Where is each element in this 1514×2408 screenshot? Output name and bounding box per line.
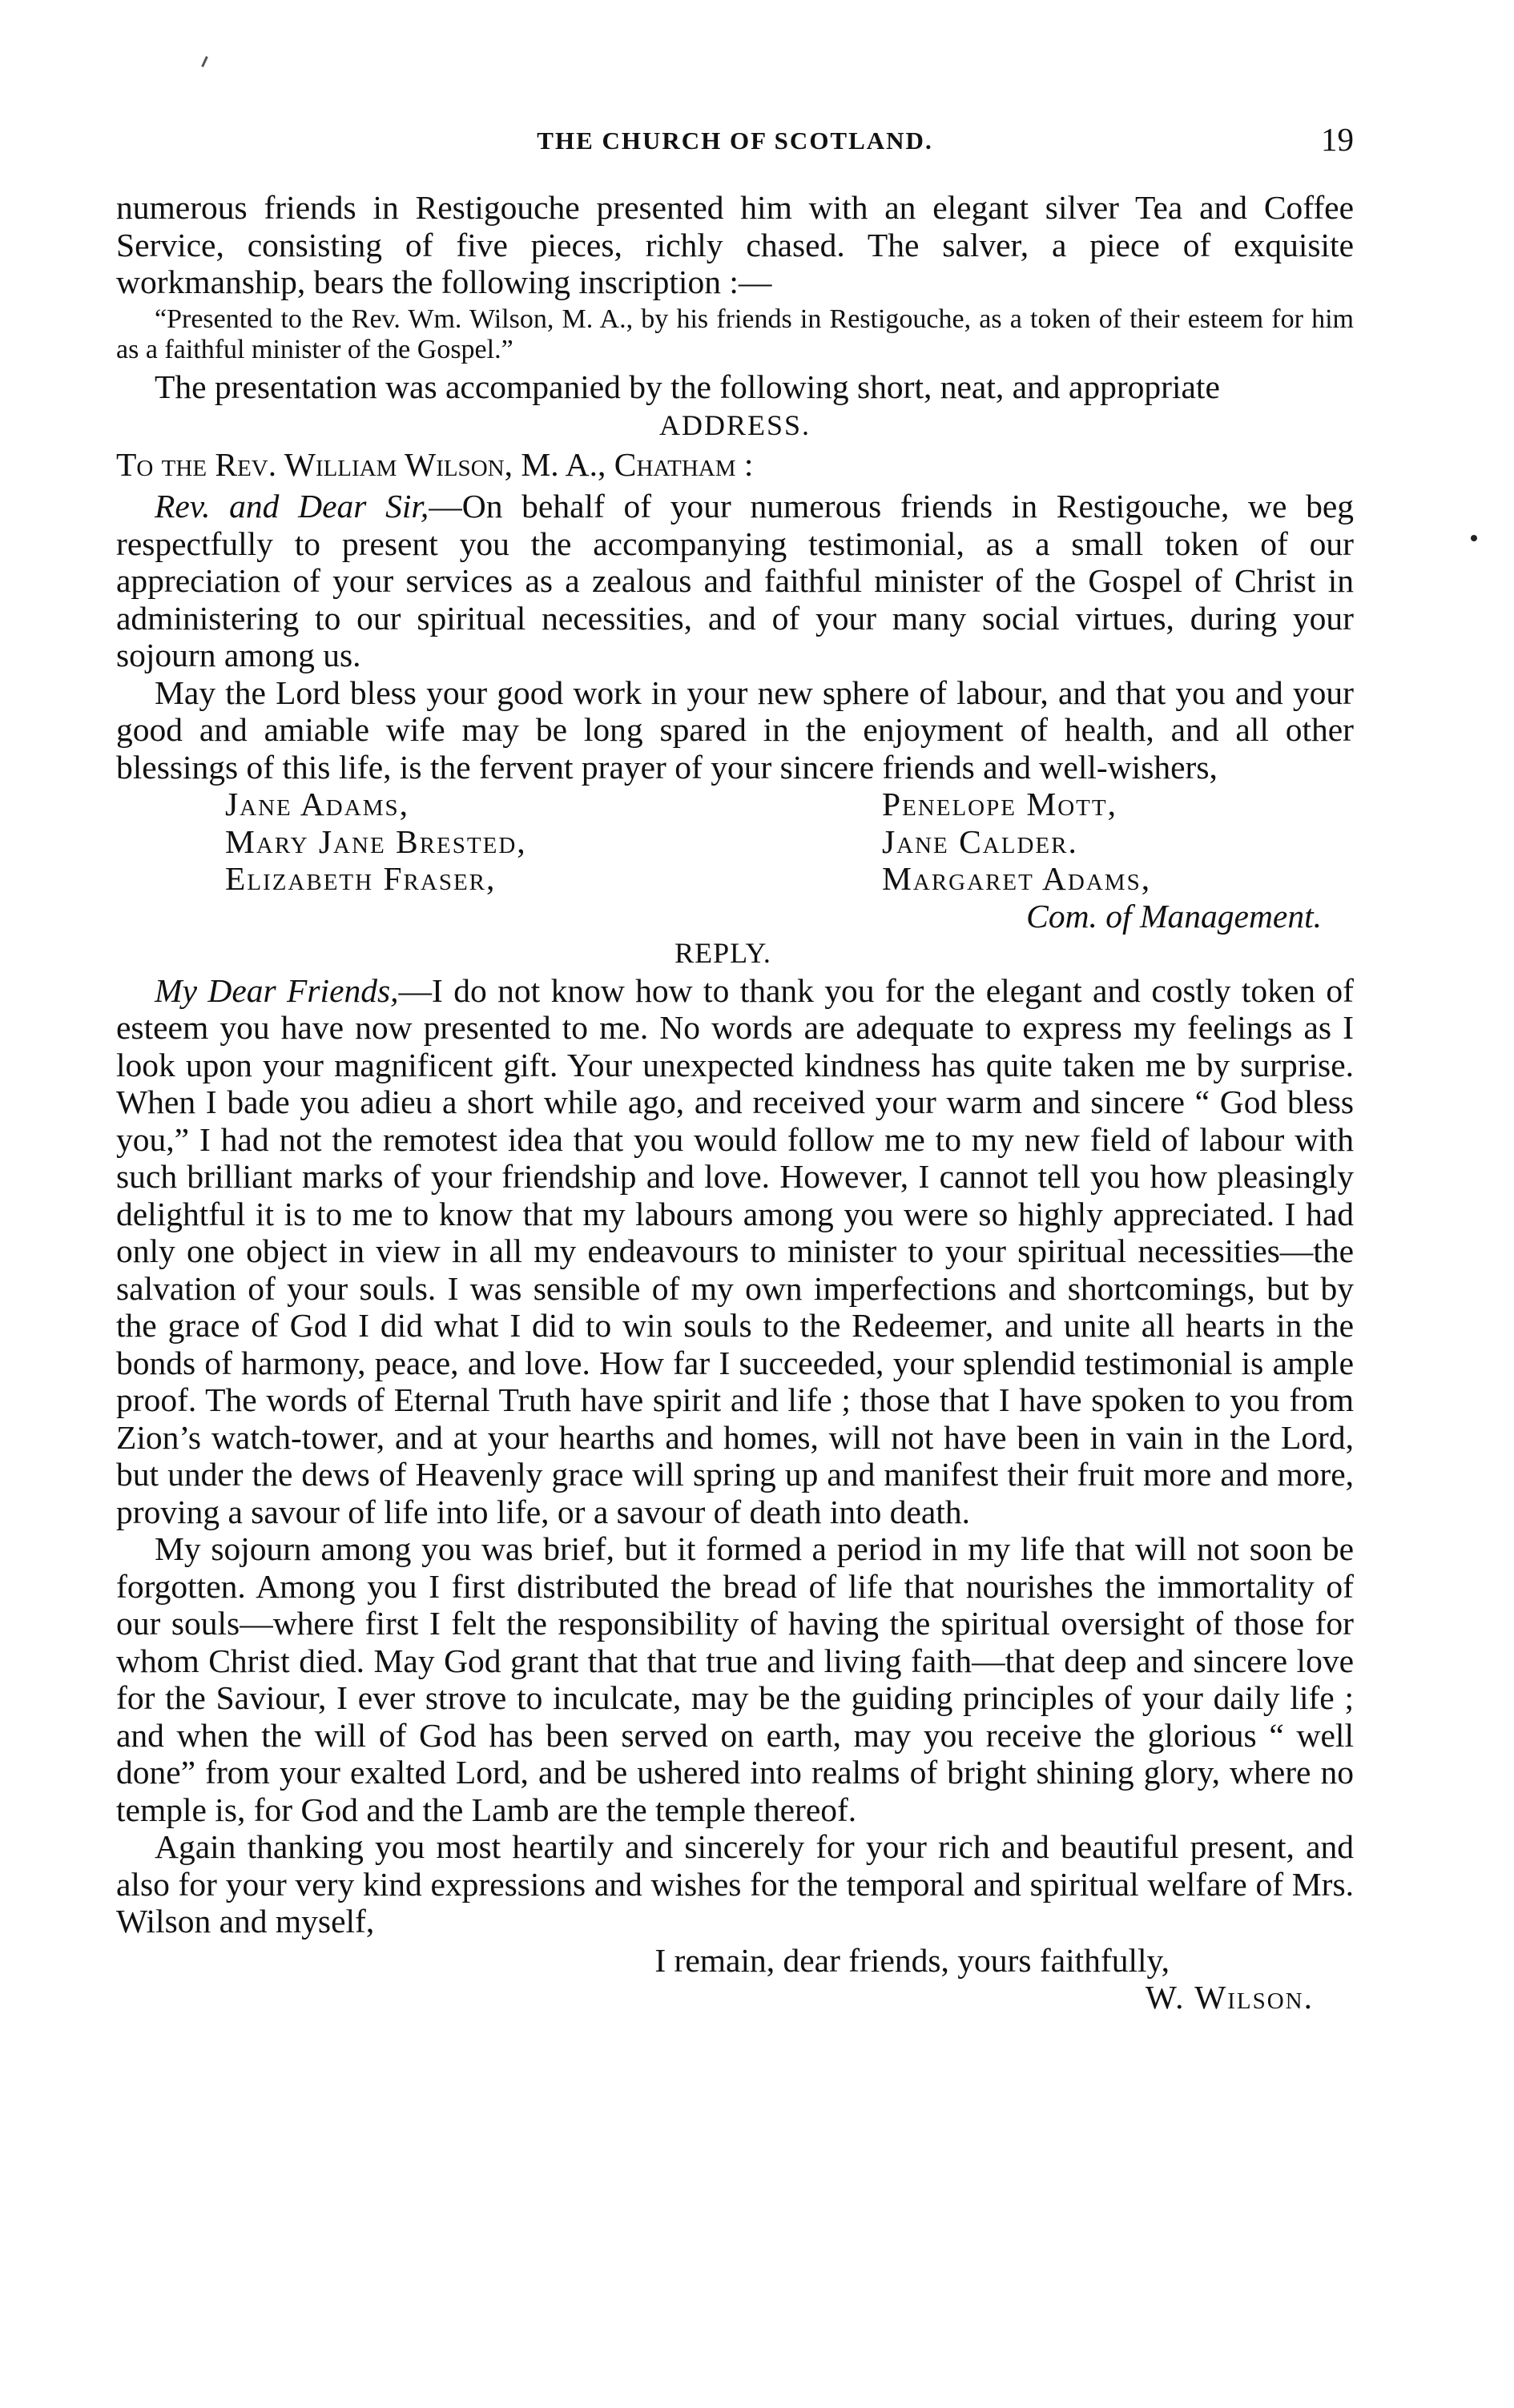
reply-salutation: My Dear Friends, [155, 971, 399, 1009]
running-head: THE CHURCH OF SCOTLAND. [537, 127, 933, 155]
reply-first-paragraph [116, 972, 1354, 1531]
reply-heading: REPLY. [674, 937, 771, 969]
intro-paragraph: numerous friends in Restigouche presented him with an elegant silver Tea and Coffee Service, consisting of five pieces, richly chased. The salver, a piece of exquisite workmanship, bears the following inscription :— [116, 189, 1354, 300]
address-first-paragraph [116, 488, 1354, 674]
stray-mark [201, 56, 208, 67]
presentation-paragraph: The presentation was accompanied by the following short, neat, and appropriate [155, 368, 1220, 405]
reply-signature: W. Wilson. [1145, 1979, 1314, 2016]
address-body-1: —On behalf of your numerous friends in Restigouche, we beg respectfully to present you the accompanying testimonial, as a small token of our appreciation of your services as a zealous and faithful minister of the Gospel of Christ in administering to our spiritual necessities, and of your many social virtues, during your sojourn among us. [116, 488, 1354, 673]
reply-body-1: —I do not know how to thank you for the elegant and costly token of esteem you have now presented to me. No words are adequate to express my feelings as I look upon your magnificent gift. Your unexpected kindness has quite taken me by surprise. When I bade you adieu a short while ago, and received your warm and sincere “ God bless you,” I had not the remotest idea that you would follow me to my new field of labour with such brilliant marks of your friendship and love. However, I cannot tell you how pleasingly delightful it is to me to know that my labours among you were so highly appreciated. I had only one object in view in all my endeavours to minister to your spiritual necessities—the salvation of your souls. I was sensible of my own imperfections and shortcomings, but by the grace of God I did what I did to win souls to the Redeemer, and unite all hearts in the bonds of harmony, peace, and love. How far I succeeded, your splendid testimonial is ample proof. The words of Eternal Truth have spirit and life ; those that I have spoken to you from Zion’s watch-tower, and at your hearths and homes, will not have been in vain in the Lord, but under the dews of Heavenly grace will spring up and manifest their fruit more and more, proving a savour of life into life, or a savour of death into death. [116, 971, 1354, 1530]
signatory-name: Elizabeth Fraser, [225, 860, 497, 897]
signatory-name: Mary Jane Brested, [225, 822, 527, 860]
signatories-right [821, 786, 1354, 898]
address-heading: ADDRESS. [658, 409, 811, 441]
signatory-name: Jane Calder. [882, 822, 1078, 860]
body-text [116, 189, 1354, 2016]
signatory-name: Jane Adams, [225, 786, 409, 822]
page-header [116, 120, 1354, 168]
reply-second-paragraph: My sojourn among you was brief, but it formed a period in my life that will not soon be forgotten. Among you I first distributed the bread of life that nourishes the immortality of our souls—where first I felt the responsibility of having the spiritual oversight of those for whom Christ died. May God grant that that true and living faith—that deep and sincere love for the Saviour, I ever strove to inculcate, may be the guiding principles of your daily life ; and when the will of God has been served on earth, may you receive the glorious “ well done” from your exalted Lord, and be ushered into realms of bright shining glory, where no temple is, for God and the Lamb are the temple thereof. [116, 1530, 1354, 1828]
signatories [116, 786, 1354, 898]
address-salutation: Rev. and Dear Sir, [155, 488, 429, 525]
inscription-quote: “Presented to the Rev. Wm. Wilson, M. A., by his friends in Restigouche, as a token of their esteem for him as a faithful minister of the Gospel.” [116, 304, 1354, 364]
address-second-paragraph: May the Lord bless your good work in your new sphere of labour, and that you and your good and amiable wife may be long spared in the enjoyment of health, and all other blessings of this life, is the fervent prayer of your sincere friends and well-wishers, [116, 673, 1354, 786]
signatory-name: Penelope Mott, [882, 786, 1117, 822]
reply-closing: I remain, dear friends, yours faithfully, [654, 1941, 1170, 1979]
signatories-left [116, 786, 821, 898]
signatory-name: Margaret Adams, [882, 860, 1152, 897]
committee-title: Com. of Management. [1026, 897, 1322, 935]
address-recipient: To the Rev. William Wilson, M. A., Chatham : [116, 445, 754, 483]
page-number: 19 [1321, 121, 1354, 158]
reply-third-paragraph: Again thanking you most heartily and sincerely for your rich and beautiful present, and also for your very kind expressions and wishes for the temporal and spiritual welfare of Mrs. Wilson and myself, [116, 1828, 1354, 1940]
stray-dot [1471, 535, 1477, 541]
